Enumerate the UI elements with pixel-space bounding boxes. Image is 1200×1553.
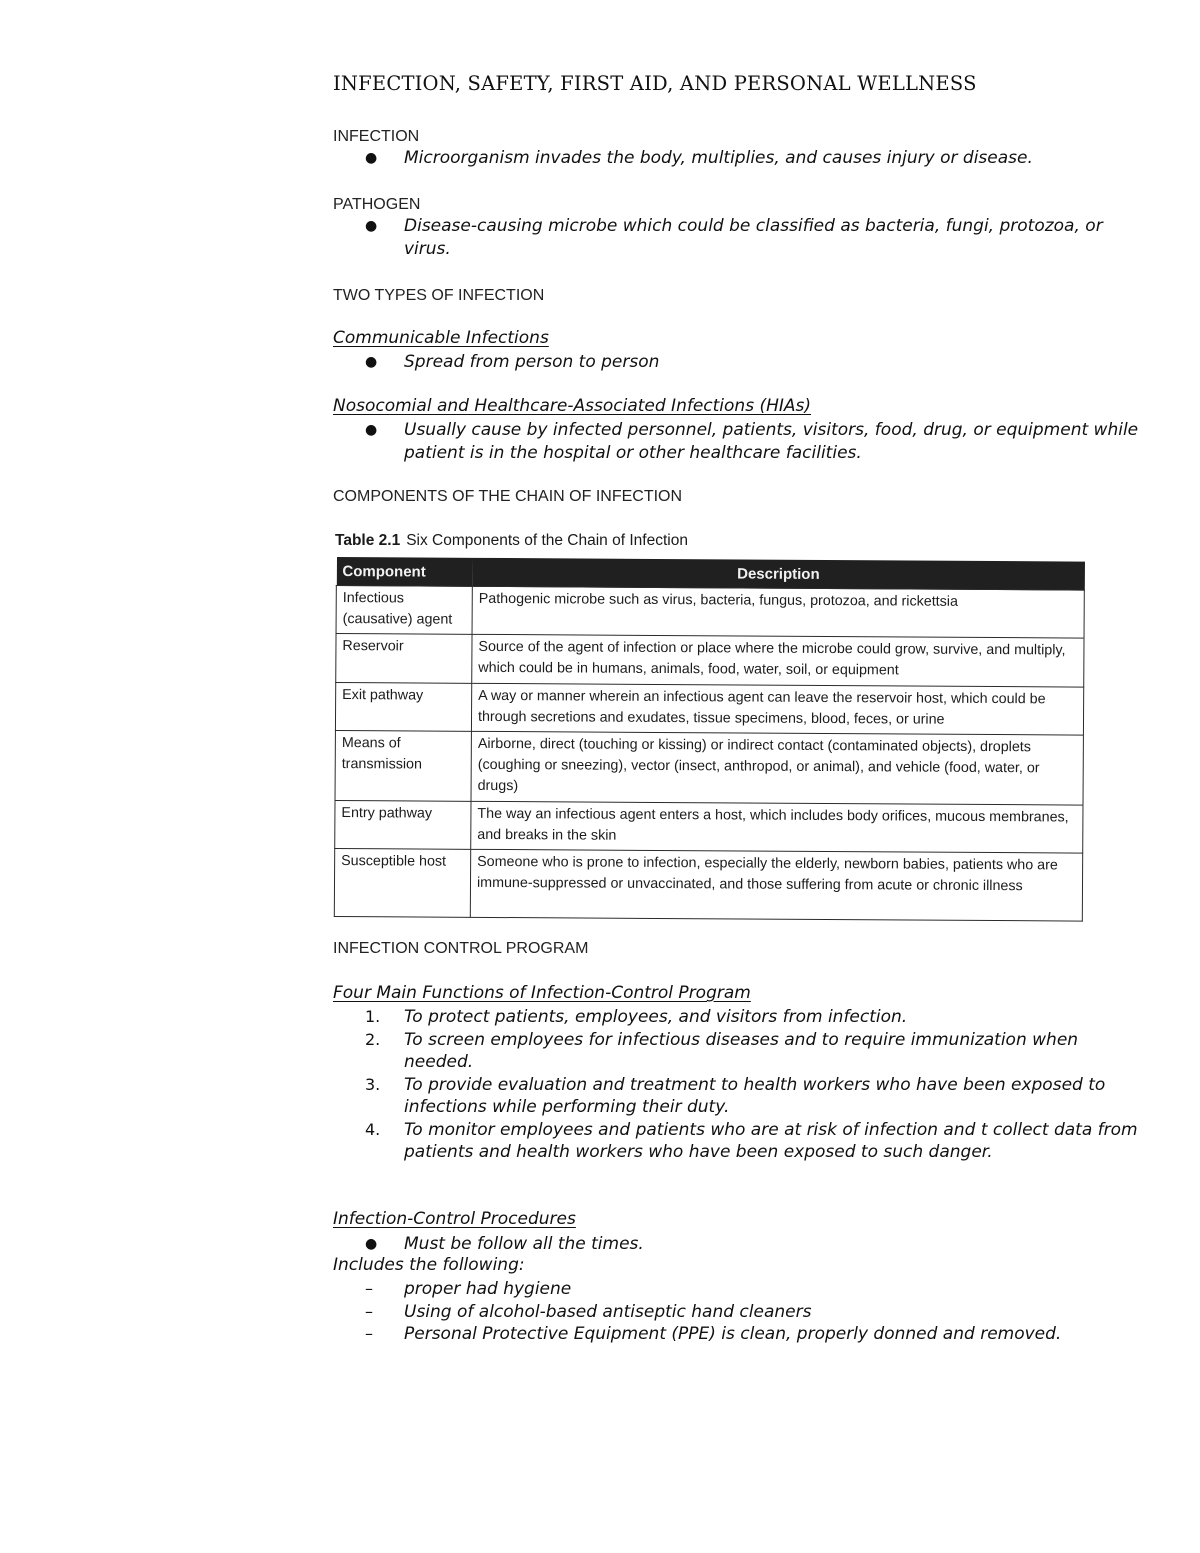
table-label: Table 2.1: [335, 532, 401, 549]
list-item: ● Disease-causing microbe which could be classified as bacteria, fungi, protozoa, or virus.: [365, 216, 1103, 259]
list-item: ● Must be follow all the times.: [365, 1234, 644, 1254]
procedures-bullet-list: [365, 1233, 1145, 1256]
list-item: ● Microorganism invades the body, multiplies, and causes injury or disease.: [365, 148, 1033, 168]
table-row: [336, 634, 1084, 688]
description-cell: Pathogenic microbe such as virus, bacteria, fungus, protozoa, and rickettsia: [472, 586, 1084, 638]
chain-of-infection-table: [334, 557, 1085, 922]
list-item: ● Usually cause by infected personnel, patients, visitors, food, drug, or equipment while patient is in the hospital or other healthcare facilities.: [365, 420, 1139, 463]
page-title: INFECTION, SAFETY, FIRST AID, AND PERSONAL WELLNESS: [333, 72, 977, 95]
functions-numbered-list: [365, 1006, 1140, 1164]
component-cell: Reservoir: [336, 634, 472, 684]
two-types-heading: TWO TYPES OF INFECTION: [333, 287, 545, 304]
column-header-description: Description: [472, 558, 1084, 590]
communicable-title: Communicable Infections: [333, 328, 549, 348]
bullet-icon: ●: [365, 422, 378, 438]
description-cell: Airborne, direct (touching or kissing) or indirect contact (contaminated objects), droplets (coughing or sneezing), vector (insect, anthropod, or animal), and vehicle (food, water, or drugs): [471, 731, 1083, 805]
component-cell: Entry pathway: [335, 800, 471, 849]
table-row: [335, 800, 1083, 853]
description-cell: A way or manner wherein an infectious agent can leave the reservoir host, which could be through secretions and exudates, tissue specimens, blood, feces, or urine: [471, 683, 1083, 735]
list-item: 1. To protect patients, employees, and visitors from infection.: [365, 1007, 908, 1027]
list-item: 4. To monitor employees and patients who are at risk of infection and t collect data from patients and health workers who have been exposed to such danger.: [365, 1119, 1138, 1162]
table-row: [336, 586, 1084, 639]
infection-heading: INFECTION: [333, 128, 420, 145]
list-item: – Using of alcohol-based antiseptic hand cleaners: [365, 1301, 812, 1322]
table-title: Six Components of the Chain of Infection: [406, 532, 688, 549]
pathogen-heading: PATHOGEN: [333, 196, 421, 213]
communicable-bullet-list: [365, 351, 1145, 374]
component-cell: Exit pathway: [335, 683, 471, 732]
bullet-icon: ●: [365, 1236, 378, 1252]
component-cell: Means of transmission: [335, 730, 471, 801]
dash-icon: –: [365, 1279, 373, 1298]
functions-title: Four Main Functions of Infection-Control Program: [333, 983, 751, 1003]
control-heading: INFECTION CONTROL PROGRAM: [333, 940, 589, 957]
bullet-icon: ●: [365, 218, 378, 234]
table-caption: [335, 532, 688, 550]
table-row: [335, 683, 1083, 736]
list-item: – Personal Protective Equipment (PPE) is clean, properly donned and removed.: [365, 1324, 1062, 1344]
description-cell: Source of the agent of infection or place where the microbe could grow, survive, and multiply, which could be in humans, animals, food, water, soil, or equipment: [472, 634, 1084, 687]
infection-bullet-list: [365, 147, 1145, 170]
table-row: [335, 730, 1083, 805]
list-item: ● Spread from person to person: [365, 352, 660, 372]
procedures-title: Infection-Control Procedures: [333, 1209, 576, 1229]
includes-label: Includes the following:: [333, 1255, 525, 1275]
list-item: 3. To provide evaluation and treatment to health workers who have been exposed to infections while performing their duty.: [365, 1074, 1106, 1117]
bullet-icon: ●: [365, 150, 378, 166]
component-cell: Susceptible host: [334, 848, 470, 917]
pathogen-bullet-list: [365, 215, 1105, 260]
table-row: [334, 848, 1082, 921]
chain-heading: COMPONENTS OF THE CHAIN OF INFECTION: [333, 488, 683, 505]
nosocomial-bullet-list: [365, 419, 1145, 464]
dash-icon: –: [365, 1324, 373, 1343]
dash-icon: –: [365, 1301, 373, 1321]
list-item: 2. To screen employees for infectious diseases and to require immunization when needed.: [365, 1029, 1079, 1072]
component-cell: Infectious (causative) agent: [336, 586, 472, 635]
includes-dash-list: [365, 1278, 1085, 1346]
nosocomial-title: Nosocomial and Healthcare-Associated Infections (HIAs): [333, 396, 812, 416]
description-cell: Someone who is prone to infection, especially the elderly, newborn babies, patients who are immune-suppressed or unvaccinated, and those suffering from acute or chronic illness: [470, 849, 1082, 921]
table-header-row: [336, 557, 1084, 590]
bullet-icon: ●: [365, 354, 378, 370]
description-cell: The way an infectious agent enters a host, which includes body orifices, mucous membranes, and breaks in the skin: [471, 801, 1083, 853]
list-item: – proper had hygiene: [365, 1279, 572, 1299]
column-header-component: Component: [336, 557, 472, 586]
